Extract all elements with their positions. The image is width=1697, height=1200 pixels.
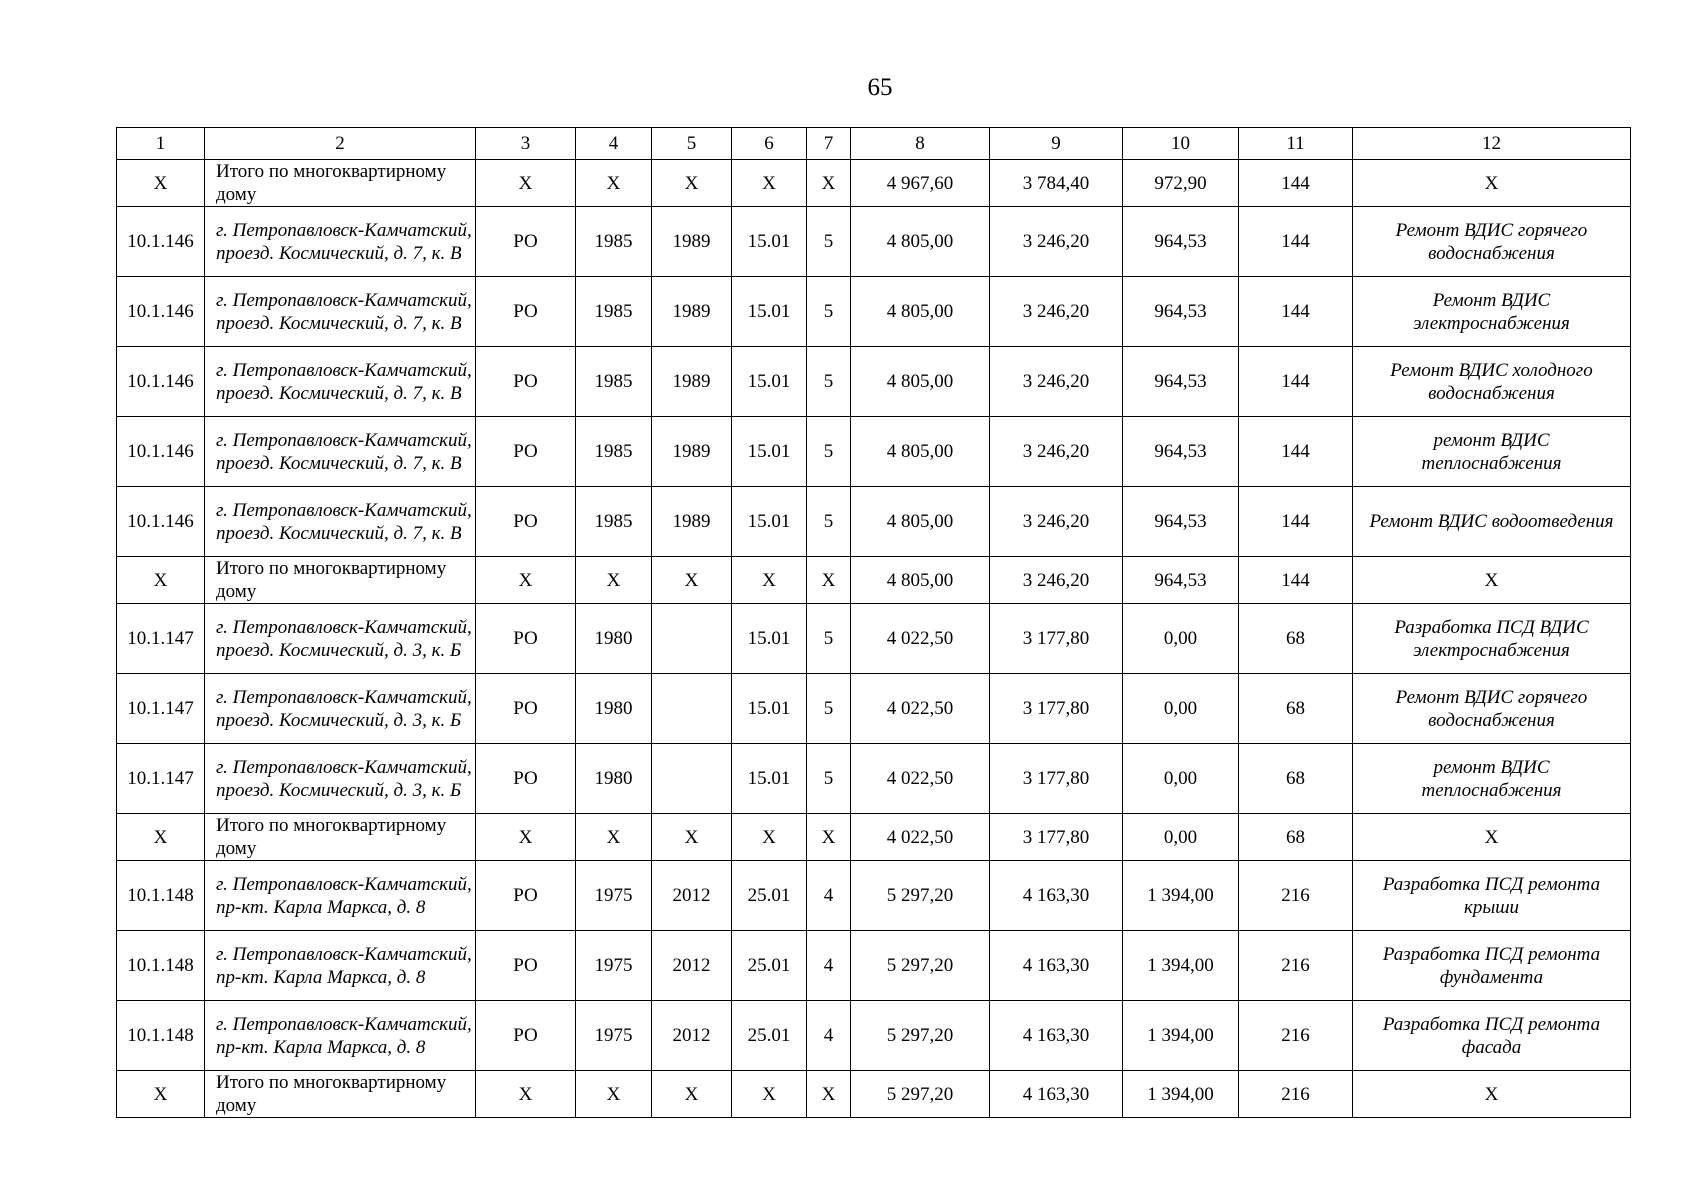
residential-area-cell: 3 177,80 [990,744,1123,814]
nonresidential-area-cell: 0,00 [1123,744,1239,814]
total-area-cell: 4 805,00 [851,557,990,604]
column-header: 1 [117,128,205,160]
year-last-repair-cell [652,674,732,744]
work-type-cell: X [1353,1071,1631,1118]
column-header: 5 [652,128,732,160]
total-area-cell: 4 022,50 [851,744,990,814]
total-row [117,160,1631,207]
year-built-cell: X [576,160,652,207]
item-code-cell: 10.1.146 [117,487,205,557]
work-type-cell: Разработка ПСД ремонта фасада [1353,1001,1631,1071]
table-row [117,487,1631,557]
floors-cell: 5 [807,744,851,814]
table-row [117,347,1631,417]
work-type-cell: Разработка ПСД ремонта крыши [1353,861,1631,931]
residential-area-cell: 3 177,80 [990,814,1123,861]
total-area-cell: 4 805,00 [851,277,990,347]
residents-cell: 144 [1239,160,1353,207]
total-area-cell: 4 805,00 [851,487,990,557]
nonresidential-area-cell: 972,90 [1123,160,1239,207]
floors-cell: 5 [807,347,851,417]
total-area-cell: 4 805,00 [851,417,990,487]
residents-cell: 144 [1239,487,1353,557]
work-type-cell: Разработка ПСД ВДИС электроснабжения [1353,604,1631,674]
residents-cell: 144 [1239,207,1353,277]
address-cell: г. Петропавловск-Камчатский, проезд. Космический, д. 7, к. В [205,347,476,417]
address-cell: г. Петропавловск-Камчатский, проезд. Космический, д. 7, к. В [205,417,476,487]
table-row [117,207,1631,277]
work-type-cell: X [1353,557,1631,604]
work-type-cell: ремонт ВДИС теплоснабжения [1353,744,1631,814]
column-header: 6 [732,128,807,160]
norm-cell: 15.01 [732,417,807,487]
year-built-cell: X [576,557,652,604]
table-row [117,277,1631,347]
residents-cell: 216 [1239,1071,1353,1118]
norm-cell: X [732,1071,807,1118]
residents-cell: 216 [1239,861,1353,931]
program-cell: РО [476,674,576,744]
norm-cell: 25.01 [732,931,807,1001]
nonresidential-area-cell: 964,53 [1123,277,1239,347]
program-cell: РО [476,744,576,814]
year-built-cell: 1980 [576,604,652,674]
floors-cell: 4 [807,1001,851,1071]
total-area-cell: 4 805,00 [851,347,990,417]
column-header: 4 [576,128,652,160]
year-built-cell: X [576,1071,652,1118]
year-last-repair-cell: X [652,557,732,604]
work-type-cell: Ремонт ВДИС водоотведения [1353,487,1631,557]
column-header: 10 [1123,128,1239,160]
address-cell: г. Петропавловск-Камчатский, пр-кт. Карла Маркса, д. 8 [205,931,476,1001]
year-built-cell: 1985 [576,277,652,347]
table-row [117,417,1631,487]
nonresidential-area-cell: 964,53 [1123,417,1239,487]
program-cell: X [476,160,576,207]
residential-area-cell: 3 246,20 [990,277,1123,347]
column-header: 9 [990,128,1123,160]
year-built-cell: 1975 [576,1001,652,1071]
floors-cell: 5 [807,277,851,347]
total-row [117,1071,1631,1118]
address-cell: г. Петропавловск-Камчатский, проезд. Космический, д. 7, к. В [205,207,476,277]
norm-cell: 25.01 [732,1001,807,1071]
residential-area-cell: 4 163,30 [990,931,1123,1001]
program-cell: X [476,557,576,604]
nonresidential-area-cell: 1 394,00 [1123,1071,1239,1118]
item-code-cell: 10.1.146 [117,417,205,487]
nonresidential-area-cell: 964,53 [1123,487,1239,557]
norm-cell: 15.01 [732,347,807,417]
total-area-cell: 5 297,20 [851,1001,990,1071]
item-code-cell: 10.1.147 [117,674,205,744]
total-row [117,557,1631,604]
item-code-cell: 10.1.148 [117,1001,205,1071]
table-row [117,674,1631,744]
nonresidential-area-cell: 0,00 [1123,604,1239,674]
floors-cell: X [807,160,851,207]
nonresidential-area-cell: 1 394,00 [1123,861,1239,931]
address-cell: г. Петропавловск-Камчатский, пр-кт. Карла Маркса, д. 8 [205,861,476,931]
floors-cell: X [807,814,851,861]
residential-area-cell: 4 163,30 [990,1001,1123,1071]
item-code-cell: 10.1.148 [117,861,205,931]
norm-cell: 15.01 [732,277,807,347]
norm-cell: 15.01 [732,487,807,557]
table-row [117,1001,1631,1071]
table-row [117,744,1631,814]
residential-area-cell: 3 246,20 [990,347,1123,417]
residential-area-cell: 3 246,20 [990,207,1123,277]
item-code-cell: 10.1.146 [117,277,205,347]
item-code-cell: 10.1.148 [117,931,205,1001]
program-cell: РО [476,417,576,487]
floors-cell: 5 [807,674,851,744]
year-built-cell: 1985 [576,417,652,487]
column-header: 11 [1239,128,1353,160]
total-area-cell: 5 297,20 [851,1071,990,1118]
program-cell: РО [476,604,576,674]
residents-cell: 68 [1239,814,1353,861]
floors-cell: 5 [807,487,851,557]
work-type-cell: ремонт ВДИС теплоснабжения [1353,417,1631,487]
residents-cell: 68 [1239,744,1353,814]
column-header: 2 [205,128,476,160]
norm-cell: X [732,160,807,207]
program-cell: РО [476,347,576,417]
residential-area-cell: 3 246,20 [990,557,1123,604]
year-last-repair-cell: 2012 [652,1001,732,1071]
floors-cell: X [807,557,851,604]
year-built-cell: 1985 [576,347,652,417]
program-cell: РО [476,931,576,1001]
floors-cell: 5 [807,604,851,674]
residential-area-cell: 3 246,20 [990,417,1123,487]
residents-cell: 144 [1239,557,1353,604]
program-cell: X [476,1071,576,1118]
year-last-repair-cell: 2012 [652,931,732,1001]
floors-cell: 4 [807,861,851,931]
residents-cell: 144 [1239,417,1353,487]
residential-area-cell: 4 163,30 [990,861,1123,931]
year-built-cell: 1980 [576,674,652,744]
norm-cell: 15.01 [732,604,807,674]
work-type-cell: Ремонт ВДИС холодного водоснабжения [1353,347,1631,417]
year-built-cell: 1985 [576,207,652,277]
floors-cell: 5 [807,207,851,277]
item-code-cell: 10.1.146 [117,347,205,417]
year-built-cell: 1985 [576,487,652,557]
program-cell: РО [476,487,576,557]
nonresidential-area-cell: 964,53 [1123,557,1239,604]
program-cell: X [476,814,576,861]
address-cell: Итого по многоквартирному дому [205,1071,476,1118]
total-area-cell: 4 805,00 [851,207,990,277]
residents-cell: 216 [1239,931,1353,1001]
total-area-cell: 4 022,50 [851,814,990,861]
address-cell: г. Петропавловск-Камчатский, проезд. Космический, д. 3, к. Б [205,674,476,744]
address-cell: г. Петропавловск-Камчатский, проезд. Космический, д. 3, к. Б [205,744,476,814]
year-last-repair-cell [652,604,732,674]
nonresidential-area-cell: 964,53 [1123,347,1239,417]
total-row [117,814,1631,861]
floors-cell: 5 [807,417,851,487]
year-last-repair-cell: 1989 [652,417,732,487]
nonresidential-area-cell: 0,00 [1123,674,1239,744]
address-cell: г. Петропавловск-Камчатский, проезд. Космический, д. 7, к. В [205,277,476,347]
residents-cell: 144 [1239,347,1353,417]
address-cell: Итого по многоквартирному дому [205,557,476,604]
work-type-cell: X [1353,814,1631,861]
item-code-cell: X [117,160,205,207]
address-cell: г. Петропавловск-Камчатский, пр-кт. Карла Маркса, д. 8 [205,1001,476,1071]
item-code-cell: X [117,1071,205,1118]
year-built-cell: 1980 [576,744,652,814]
total-area-cell: 4 022,50 [851,674,990,744]
floors-cell: 4 [807,931,851,1001]
table-body [117,128,1631,1118]
year-last-repair-cell: X [652,1071,732,1118]
total-area-cell: 5 297,20 [851,931,990,1001]
nonresidential-area-cell: 1 394,00 [1123,1001,1239,1071]
program-cell: РО [476,1001,576,1071]
item-code-cell: X [117,814,205,861]
residents-cell: 144 [1239,277,1353,347]
norm-cell: X [732,557,807,604]
residential-area-cell: 4 163,30 [990,1071,1123,1118]
year-last-repair-cell: 1989 [652,277,732,347]
nonresidential-area-cell: 964,53 [1123,207,1239,277]
page-number: 65 [867,74,893,101]
year-built-cell: 1975 [576,861,652,931]
year-last-repair-cell: 1989 [652,347,732,417]
column-header: 7 [807,128,851,160]
column-number-row [117,128,1631,160]
table-row [117,861,1631,931]
address-cell: г. Петропавловск-Камчатский, проезд. Космический, д. 7, к. В [205,487,476,557]
residents-cell: 68 [1239,604,1353,674]
year-built-cell: 1975 [576,931,652,1001]
year-last-repair-cell [652,744,732,814]
norm-cell: X [732,814,807,861]
year-last-repair-cell: X [652,814,732,861]
program-cell: РО [476,277,576,347]
column-header: 12 [1353,128,1631,160]
total-area-cell: 4 022,50 [851,604,990,674]
residential-area-cell: 3 177,80 [990,604,1123,674]
year-last-repair-cell: 1989 [652,207,732,277]
total-area-cell: 4 967,60 [851,160,990,207]
item-code-cell: 10.1.146 [117,207,205,277]
address-cell: Итого по многоквартирному дому [205,814,476,861]
capital-repair-table [116,127,1631,1118]
norm-cell: 15.01 [732,674,807,744]
norm-cell: 25.01 [732,861,807,931]
residents-cell: 68 [1239,674,1353,744]
table-row [117,931,1631,1001]
year-built-cell: X [576,814,652,861]
year-last-repair-cell: 2012 [652,861,732,931]
program-cell: РО [476,861,576,931]
work-type-cell: Разработка ПСД ремонта фундамента [1353,931,1631,1001]
program-cell: РО [476,207,576,277]
norm-cell: 15.01 [732,744,807,814]
total-area-cell: 5 297,20 [851,861,990,931]
item-code-cell: 10.1.147 [117,744,205,814]
norm-cell: 15.01 [732,207,807,277]
residential-area-cell: 3 784,40 [990,160,1123,207]
nonresidential-area-cell: 1 394,00 [1123,931,1239,1001]
column-header: 3 [476,128,576,160]
year-last-repair-cell: X [652,160,732,207]
residents-cell: 216 [1239,1001,1353,1071]
item-code-cell: 10.1.147 [117,604,205,674]
year-last-repair-cell: 1989 [652,487,732,557]
address-cell: г. Петропавловск-Камчатский, проезд. Космический, д. 3, к. Б [205,604,476,674]
residential-area-cell: 3 246,20 [990,487,1123,557]
floors-cell: X [807,1071,851,1118]
work-type-cell: X [1353,160,1631,207]
column-header: 8 [851,128,990,160]
address-cell: Итого по многоквартирному дому [205,160,476,207]
work-type-cell: Ремонт ВДИС горячего водоснабжения [1353,674,1631,744]
nonresidential-area-cell: 0,00 [1123,814,1239,861]
residential-area-cell: 3 177,80 [990,674,1123,744]
table-row [117,604,1631,674]
item-code-cell: X [117,557,205,604]
work-type-cell: Ремонт ВДИС горячего водоснабжения [1353,207,1631,277]
work-type-cell: Ремонт ВДИС электроснабжения [1353,277,1631,347]
